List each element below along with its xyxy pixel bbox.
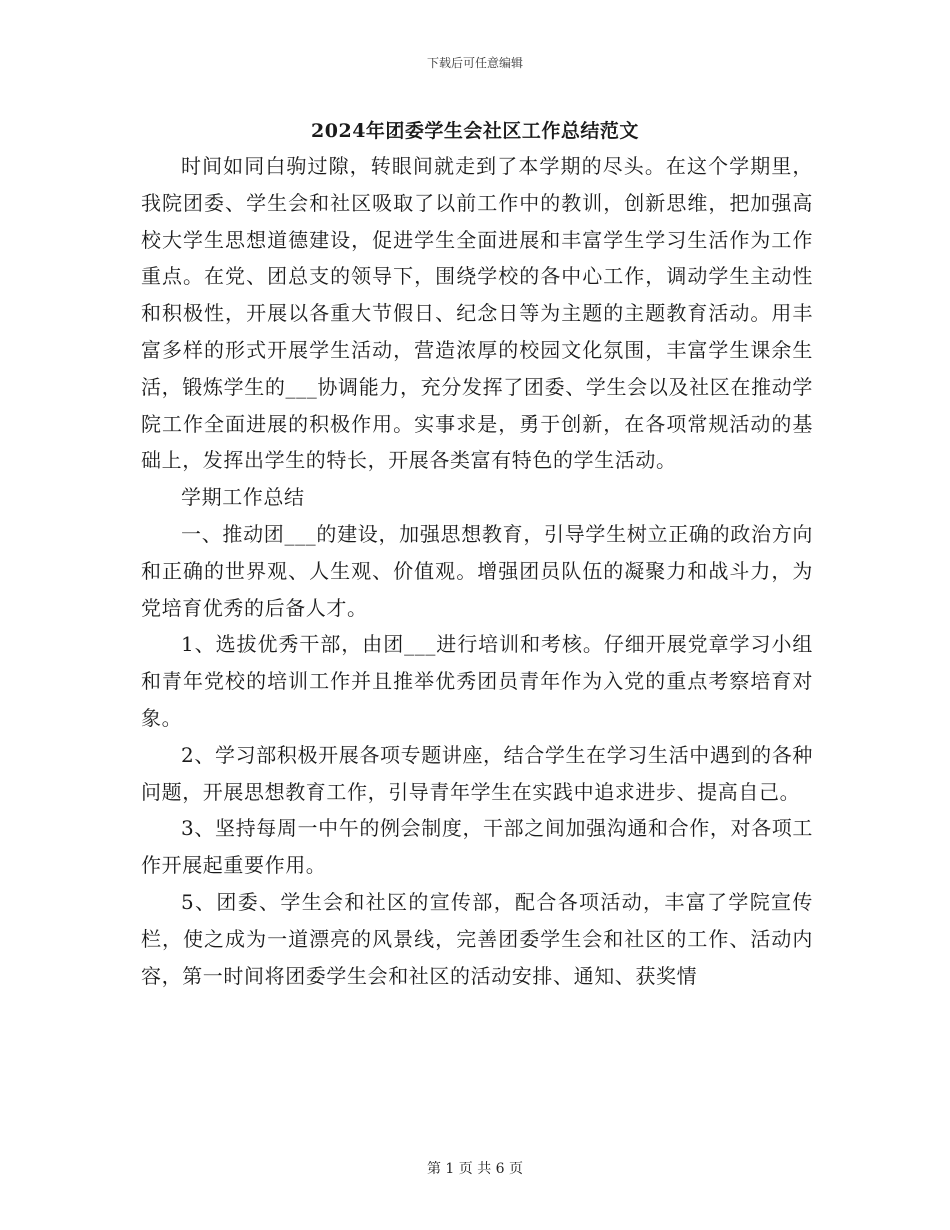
paragraph-item-1: 1、选拔优秀干部，由团___进行培训和考核。仔细开展党章学习小组和青年党校的培训工作并且推举优秀团员青年作为入党的重点考察培育对象。	[141, 632, 813, 730]
header-note: 下载后可任意编辑	[426, 56, 523, 70]
document-body	[141, 148, 813, 994]
paragraph-item-2: 2、学习部积极开展各项专题讲座，结合学生在学习生活中遇到的各种问题，开展思想教育工作，引导青年学生在实践中追求进步、提高自己。	[141, 742, 813, 804]
paragraph-item-3: 3、坚持每周一中午的例会制度，干部之间加强沟通和合作，对各项工作开展起重要作用。	[141, 816, 813, 878]
document-title: 2024年团委学生会社区工作总结范文	[311, 120, 639, 142]
paragraph-point-one: 一、推动团___的建设，加强思想教育，引导学生树立正确的政治方向和正确的世界观、人生观、价值观。增强团员队伍的凝聚力和战斗力，为党培育优秀的后备人才。	[141, 521, 813, 620]
paragraph-intro: 时间如同白驹过隙，转眼间就走到了本学期的尽头。在这个学期里，我院团委、学生会和社区吸取了以前工作中的教训，创新思维，把加强高校大学生思想道德建设，促进学生全面进展和丰富学生学习生活作为工作重点。在党、团总支的领导下，围绕学校的各中心工作，调动学生主动性和积极性，开展以各重大节假日、纪念日等为主题的主题教育活动。用丰富多样的形式开展学生活动，营造浓厚的校园文化氛围，丰富学生课余生活，锻炼学生的___协调能力，充分发挥了团委、学生会以及社区在推动学院工作全面进展的积极作用。实事求是，勇于创新，在各项常规活动的基础上，发挥出学生的特长，开展各类富有特色的学生活动。	[141, 154, 813, 473]
page-number: 第 1 页 共 6 页	[426, 1161, 524, 1177]
paragraph-item-5: 5、团委、学生会和社区的宣传部，配合各项活动，丰富了学院宣传栏，使之成为一道漂亮的风景线，完善团委学生会和社区的工作、活动内容，第一时间将团委学生会和社区的活动安排、通知、获奖情	[141, 889, 813, 988]
paragraph-section-heading: 学期工作总结	[181, 485, 305, 510]
